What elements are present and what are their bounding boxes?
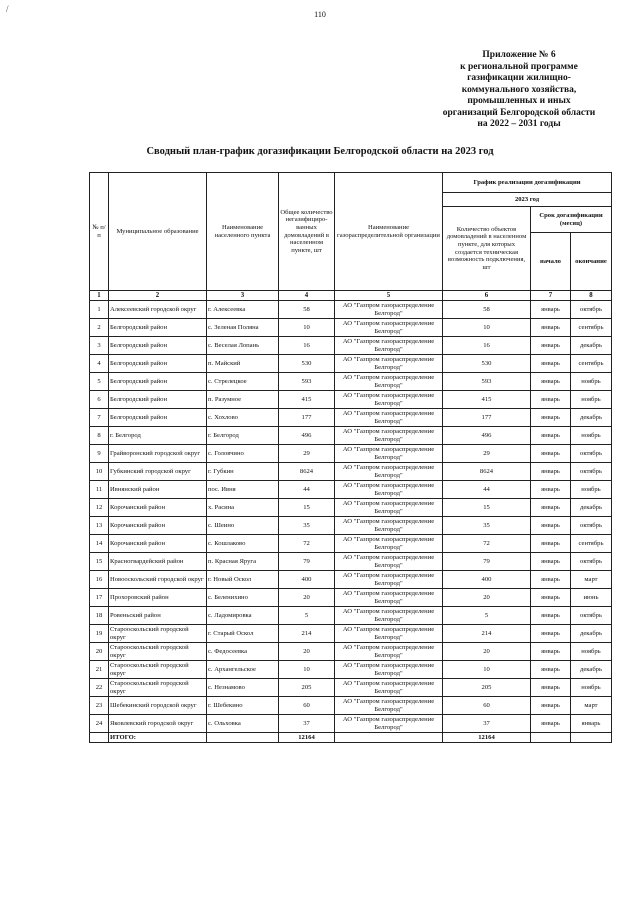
count-cell: 400 [443, 571, 531, 589]
row-number: 6 [90, 391, 109, 409]
settlement-cell: с. Ольховка [207, 715, 279, 733]
org-cell: АО "Газпром газораспределение Белгород" [335, 319, 443, 337]
households-cell: 15 [279, 499, 335, 517]
table-body [90, 301, 612, 733]
start-month-cell: январь [531, 715, 571, 733]
end-month-cell: октябрь [571, 517, 612, 535]
header-start: начало [531, 233, 571, 291]
org-cell: АО "Газпром газораспределение Белгород" [335, 679, 443, 697]
households-cell: 16 [279, 337, 335, 355]
org-cell: АО "Газпром газораспределение Белгород" [335, 463, 443, 481]
households-cell: 400 [279, 571, 335, 589]
column-number: 6 [443, 291, 531, 301]
count-cell: 15 [443, 499, 531, 517]
table-row [90, 409, 612, 427]
table-row [90, 679, 612, 697]
org-cell: АО "Газпром газораспределение Белгород" [335, 535, 443, 553]
count-cell: 530 [443, 355, 531, 373]
row-number: 17 [90, 589, 109, 607]
start-month-cell: январь [531, 409, 571, 427]
row-number: 7 [90, 409, 109, 427]
appendix-line: организаций Белгородской области [442, 107, 596, 118]
settlement-cell: п. Разумное [207, 391, 279, 409]
org-cell: АО "Газпром газораспределение Белгород" [335, 607, 443, 625]
count-cell: 8624 [443, 463, 531, 481]
count-cell: 20 [443, 589, 531, 607]
document-title: Сводный план-график догазификации Белгородской области на 2023 год [146, 146, 494, 157]
row-number: 4 [90, 355, 109, 373]
municipality-cell: Белгородский район [109, 337, 207, 355]
appendix-line: промышленных и иных [467, 96, 571, 106]
end-month-cell: октябрь [571, 445, 612, 463]
org-cell: АО "Газпром газораспределение Белгород" [335, 499, 443, 517]
table-row [90, 571, 612, 589]
settlement-cell: г. Алексеевка [207, 301, 279, 319]
end-month-cell: декабрь [571, 661, 612, 679]
end-month-cell: октябрь [571, 463, 612, 481]
count-cell: 72 [443, 535, 531, 553]
settlement-cell: п. Красная Яруга [207, 553, 279, 571]
start-month-cell: январь [531, 391, 571, 409]
end-month-cell: декабрь [571, 337, 612, 355]
settlement-cell: г. Новый Оскол [207, 571, 279, 589]
table-row [90, 445, 612, 463]
row-number: 11 [90, 481, 109, 499]
households-cell: 60 [279, 697, 335, 715]
settlement-cell: г. Старый Оскол [207, 625, 279, 643]
count-cell: 5 [443, 607, 531, 625]
table-row [90, 301, 612, 319]
municipality-cell: Старооскольский городской округ [109, 679, 207, 697]
start-month-cell: январь [531, 463, 571, 481]
households-cell: 72 [279, 535, 335, 553]
row-number: 8 [90, 427, 109, 445]
org-cell: АО "Газпром газораспределение Белгород" [335, 337, 443, 355]
households-cell: 177 [279, 409, 335, 427]
row-number: 9 [90, 445, 109, 463]
municipality-cell: Белгородский район [109, 355, 207, 373]
table-row [90, 535, 612, 553]
appendix-line: Приложение № 6 [482, 50, 556, 60]
row-number: 19 [90, 625, 109, 643]
table-row [90, 373, 612, 391]
table-row [90, 553, 612, 571]
settlement-cell: с. Федосеевка [207, 643, 279, 661]
settlement-cell: с. Головчино [207, 445, 279, 463]
start-month-cell: январь [531, 337, 571, 355]
end-month-cell: декабрь [571, 499, 612, 517]
page-number: 110 [314, 10, 326, 19]
table-row [90, 319, 612, 337]
org-cell: АО "Газпром газораспределение Белгород" [335, 643, 443, 661]
row-number: 12 [90, 499, 109, 517]
start-month-cell: январь [531, 589, 571, 607]
table-row [90, 427, 612, 445]
column-number: 8 [571, 291, 612, 301]
org-cell: АО "Газпром газораспределение Белгород" [335, 625, 443, 643]
municipality-cell: Красногвардейский район [109, 553, 207, 571]
row-number: 2 [90, 319, 109, 337]
total-label: ИТОГО: [109, 733, 207, 743]
settlement-cell: п. Майский [207, 355, 279, 373]
settlement-cell: г. Шебекино [207, 697, 279, 715]
municipality-cell: Белгородский район [109, 409, 207, 427]
header-municipality: Муниципальное образование [109, 173, 207, 291]
appendix-line: на 2022 – 2031 годы [477, 119, 561, 129]
end-month-cell: июнь [571, 589, 612, 607]
column-numbers-row [90, 291, 612, 301]
settlement-cell: с. Веселая Лопань [207, 337, 279, 355]
end-month-cell: ноябрь [571, 643, 612, 661]
row-number: 3 [90, 337, 109, 355]
households-cell: 5 [279, 607, 335, 625]
column-number: 5 [335, 291, 443, 301]
settlement-cell: с. Архангельское [207, 661, 279, 679]
households-cell: 58 [279, 301, 335, 319]
total-start-cell [531, 733, 571, 743]
count-cell: 593 [443, 373, 531, 391]
table-row [90, 661, 612, 679]
org-cell: АО "Газпром газораспределение Белгород" [335, 553, 443, 571]
row-number: 21 [90, 661, 109, 679]
table-row [90, 715, 612, 733]
header-year: 2023 год [443, 193, 612, 207]
table-row [90, 499, 612, 517]
start-month-cell: январь [531, 661, 571, 679]
municipality-cell: Шебекинский городской округ [109, 697, 207, 715]
count-cell: 79 [443, 553, 531, 571]
header-schedule: График реализации догазификации [443, 173, 612, 193]
households-cell: 214 [279, 625, 335, 643]
end-month-cell: октябрь [571, 607, 612, 625]
total-end-cell [571, 733, 612, 743]
org-cell: АО "Газпром газораспределение Белгород" [335, 697, 443, 715]
column-number: 1 [90, 291, 109, 301]
count-cell: 177 [443, 409, 531, 427]
end-month-cell: ноябрь [571, 391, 612, 409]
org-cell: АО "Газпром газораспределение Белгород" [335, 661, 443, 679]
municipality-cell: Ровеньский район [109, 607, 207, 625]
settlement-cell: с. Шеино [207, 517, 279, 535]
start-month-cell: январь [531, 355, 571, 373]
row-number: 23 [90, 697, 109, 715]
municipality-cell: Старооскольский городской округ [109, 643, 207, 661]
end-month-cell: ноябрь [571, 373, 612, 391]
households-cell: 35 [279, 517, 335, 535]
settlement-cell: с. Стрелецкое [207, 373, 279, 391]
org-cell: АО "Газпром газораспределение Белгород" [335, 517, 443, 535]
column-number: 4 [279, 291, 335, 301]
settlement-cell: с. Хохлово [207, 409, 279, 427]
appendix-block [420, 50, 618, 131]
municipality-cell: Белгородский район [109, 319, 207, 337]
start-month-cell: январь [531, 553, 571, 571]
count-cell: 214 [443, 625, 531, 643]
start-month-cell: январь [531, 625, 571, 643]
start-month-cell: январь [531, 517, 571, 535]
start-month-cell: январь [531, 373, 571, 391]
header-org: Наименование газораспределительной организации [335, 173, 443, 291]
column-number: 2 [109, 291, 207, 301]
households-cell: 29 [279, 445, 335, 463]
end-month-cell: сентябрь [571, 535, 612, 553]
table-row [90, 697, 612, 715]
org-cell: АО "Газпром газораспределение Белгород" [335, 481, 443, 499]
org-cell: АО "Газпром газораспределение Белгород" [335, 355, 443, 373]
row-number: 14 [90, 535, 109, 553]
row-number: 18 [90, 607, 109, 625]
municipality-cell: Губкинский городской округ [109, 463, 207, 481]
column-number: 7 [531, 291, 571, 301]
org-cell: АО "Газпром газораспределение Белгород" [335, 715, 443, 733]
count-cell: 16 [443, 337, 531, 355]
municipality-cell: Грайворонский городской округ [109, 445, 207, 463]
count-cell: 496 [443, 427, 531, 445]
start-month-cell: январь [531, 499, 571, 517]
row-number: 22 [90, 679, 109, 697]
households-cell: 496 [279, 427, 335, 445]
table-row [90, 337, 612, 355]
table-row [90, 481, 612, 499]
table-row [90, 517, 612, 535]
count-cell: 415 [443, 391, 531, 409]
table-row [90, 355, 612, 373]
municipality-cell: Корочанский район [109, 499, 207, 517]
municipality-cell: Яковлевский городской округ [109, 715, 207, 733]
municipality-cell: Старооскольский городской округ [109, 625, 207, 643]
header-count: Количество объектов домовладений в населенном пункте, для которых создается техническая возможность подключения, шт [443, 207, 531, 291]
end-month-cell: ноябрь [571, 481, 612, 499]
municipality-cell: Старооскольский городской округ [109, 661, 207, 679]
municipality-cell: Алексеевский городской округ [109, 301, 207, 319]
appendix-line: газификации жилищно- [467, 73, 571, 83]
households-cell: 415 [279, 391, 335, 409]
households-cell: 530 [279, 355, 335, 373]
count-cell: 10 [443, 661, 531, 679]
settlement-cell: с. Кошлаково [207, 535, 279, 553]
start-month-cell: январь [531, 481, 571, 499]
plan-table [89, 172, 612, 743]
table-row [90, 625, 612, 643]
header-end: окончание [571, 233, 612, 291]
table-row [90, 391, 612, 409]
org-cell: АО "Газпром газораспределение Белгород" [335, 589, 443, 607]
municipality-cell: г. Белгород [109, 427, 207, 445]
households-cell: 44 [279, 481, 335, 499]
start-month-cell: январь [531, 697, 571, 715]
row-number: 16 [90, 571, 109, 589]
org-cell: АО "Газпром газораспределение Белгород" [335, 301, 443, 319]
households-cell: 20 [279, 589, 335, 607]
header-households: Общее количество негазифициро-ванных домовладений в населенном пункте, шт [279, 173, 335, 291]
org-cell: АО "Газпром газораспределение Белгород" [335, 391, 443, 409]
settlement-cell: х. Расина [207, 499, 279, 517]
total-households: 12164 [279, 733, 335, 743]
settlement-cell: с. Беленихино [207, 589, 279, 607]
corner-mark: / [6, 4, 9, 14]
start-month-cell: январь [531, 571, 571, 589]
households-cell: 593 [279, 373, 335, 391]
row-number: 13 [90, 517, 109, 535]
row-number: 1 [90, 301, 109, 319]
start-month-cell: январь [531, 643, 571, 661]
settlement-cell: г. Губкин [207, 463, 279, 481]
count-cell: 10 [443, 319, 531, 337]
households-cell: 8624 [279, 463, 335, 481]
end-month-cell: ноябрь [571, 427, 612, 445]
households-cell: 20 [279, 643, 335, 661]
end-month-cell: январь [571, 715, 612, 733]
org-cell: АО "Газпром газораспределение Белгород" [335, 445, 443, 463]
households-cell: 37 [279, 715, 335, 733]
count-cell: 20 [443, 643, 531, 661]
settlement-cell: г. Белгород [207, 427, 279, 445]
appendix-line: к региональной программе [460, 61, 578, 72]
municipality-cell: Белгородский район [109, 373, 207, 391]
start-month-cell: январь [531, 445, 571, 463]
org-cell: АО "Газпром газораспределение Белгород" [335, 373, 443, 391]
org-cell: АО "Газпром газораспределение Белгород" [335, 427, 443, 445]
end-month-cell: март [571, 697, 612, 715]
start-month-cell: январь [531, 427, 571, 445]
municipality-cell: Ивнянский район [109, 481, 207, 499]
row-number: 15 [90, 553, 109, 571]
org-cell: АО "Газпром газораспределение Белгород" [335, 409, 443, 427]
start-month-cell: январь [531, 607, 571, 625]
total-count: 12164 [443, 733, 531, 743]
table-row [90, 643, 612, 661]
municipality-cell: Новооскольский городской округ [109, 571, 207, 589]
start-month-cell: январь [531, 535, 571, 553]
count-cell: 205 [443, 679, 531, 697]
count-cell: 35 [443, 517, 531, 535]
count-cell: 37 [443, 715, 531, 733]
municipality-cell: Корочанский район [109, 517, 207, 535]
end-month-cell: сентябрь [571, 355, 612, 373]
total-org-cell [335, 733, 443, 743]
count-cell: 44 [443, 481, 531, 499]
settlement-cell: с. Зеленая Поляна [207, 319, 279, 337]
households-cell: 10 [279, 319, 335, 337]
header-no: № п/п [90, 173, 109, 291]
total-settlement-cell [207, 733, 279, 743]
row-number: 20 [90, 643, 109, 661]
table-row [90, 463, 612, 481]
end-month-cell: декабрь [571, 625, 612, 643]
households-cell: 10 [279, 661, 335, 679]
column-number: 3 [207, 291, 279, 301]
table-row [90, 589, 612, 607]
households-cell: 79 [279, 553, 335, 571]
total-row [90, 733, 612, 743]
total-no-cell [90, 733, 109, 743]
end-month-cell: октябрь [571, 553, 612, 571]
end-month-cell: октябрь [571, 301, 612, 319]
settlement-cell: с. Ладомировка [207, 607, 279, 625]
municipality-cell: Корочанский район [109, 535, 207, 553]
households-cell: 205 [279, 679, 335, 697]
end-month-cell: ноябрь [571, 679, 612, 697]
header-term: Срок догазификации (месяц) [531, 207, 612, 233]
row-number: 10 [90, 463, 109, 481]
count-cell: 60 [443, 697, 531, 715]
count-cell: 58 [443, 301, 531, 319]
header-settlement: Наименование населенного пункта [207, 173, 279, 291]
end-month-cell: март [571, 571, 612, 589]
count-cell: 29 [443, 445, 531, 463]
municipality-cell: Прохоровский район [109, 589, 207, 607]
start-month-cell: январь [531, 679, 571, 697]
start-month-cell: январь [531, 319, 571, 337]
org-cell: АО "Газпром газораспределение Белгород" [335, 571, 443, 589]
start-month-cell: январь [531, 301, 571, 319]
appendix-line: коммунального хозяйства, [461, 84, 577, 95]
settlement-cell: с. Незнамово [207, 679, 279, 697]
settlement-cell: пос. Ивня [207, 481, 279, 499]
table-row [90, 607, 612, 625]
municipality-cell: Белгородский район [109, 391, 207, 409]
end-month-cell: сентябрь [571, 319, 612, 337]
end-month-cell: декабрь [571, 409, 612, 427]
row-number: 5 [90, 373, 109, 391]
row-number: 24 [90, 715, 109, 733]
